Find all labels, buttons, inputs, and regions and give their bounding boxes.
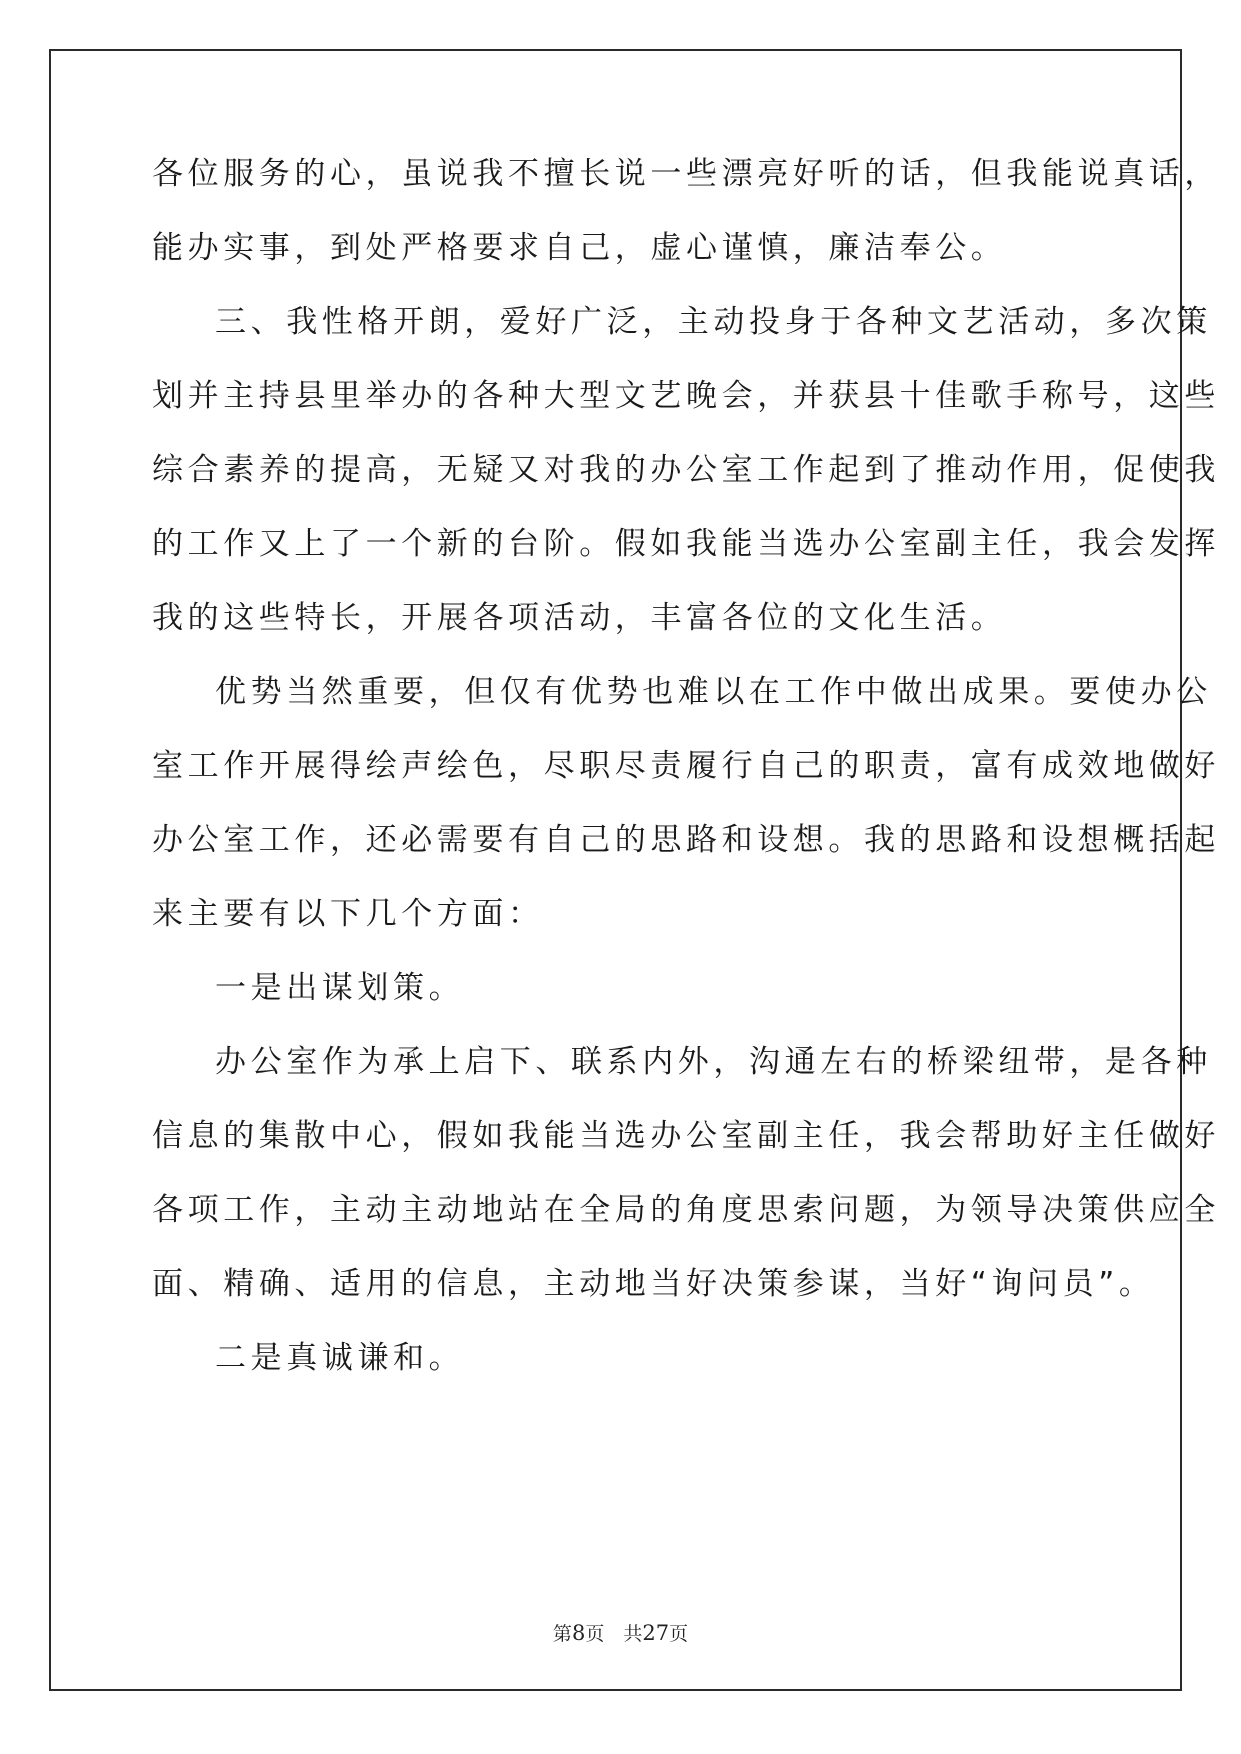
text-line: 室工作开展得绘声绘色，尽职尽责履行自己的职责，富有成效地做好 xyxy=(152,748,1220,784)
page-border xyxy=(49,49,1220,1691)
footer-mid: 页 共 xyxy=(585,1623,643,1645)
footer-suffix: 页 xyxy=(669,1623,689,1645)
total-pages: 27 xyxy=(642,1621,670,1645)
text-line: 能办实事，到处严格要求自己，虚心谨慎，廉洁奉公。 xyxy=(152,230,1007,266)
text-line: 信息的集散中心，假如我能当选办公室副主任，我会帮助好主任做好 xyxy=(152,1118,1220,1154)
text-line: 各位服务的心，虽说我不擅长说一些漂亮好听的话，但我能说真话， xyxy=(152,156,1220,192)
text-line: 的工作又上了一个新的台阶。假如我能当选办公室副主任，我会发挥 xyxy=(152,526,1220,562)
text-line: 我的这些特长，开展各项活动，丰富各位的文化生活。 xyxy=(152,600,1007,636)
text-line: 综合素养的提高，无疑又对我的办公室工作起到了推动作用，促使我 xyxy=(152,452,1220,488)
page-footer xyxy=(0,1621,1241,1646)
paragraph-first-line: 办公室作为承上启下、联系内外，沟通左右的桥梁纽带，是各种 xyxy=(215,1044,1212,1080)
text-line: 划并主持县里举办的各种大型文艺晚会，并获县十佳歌手称号，这些 xyxy=(152,378,1220,414)
text-line: 面、精确、适用的信息，主动地当好决策参谋，当好“询问员”。 xyxy=(152,1266,1155,1302)
section-heading: 二是真诚谦和。 xyxy=(215,1340,465,1376)
text-line: 办公室工作，还必需要有自己的思路和设想。我的思路和设想概括起 xyxy=(152,822,1220,858)
paragraph-first-line: 优势当然重要，但仅有优势也难以在工作中做出成果。要使办公 xyxy=(215,674,1212,710)
footer-prefix: 第 xyxy=(552,1623,572,1645)
page-number: 8 xyxy=(571,1621,586,1645)
paragraph-first-line: 三、我性格开朗，爱好广泛，主动投身于各种文艺活动，多次策 xyxy=(215,304,1212,340)
section-heading: 一是出谋划策。 xyxy=(215,970,465,1006)
text-line: 各项工作，主动主动地站在全局的角度思索问题，为领导决策供应全 xyxy=(152,1192,1220,1228)
text-line: 来主要有以下几个方面： xyxy=(152,896,544,932)
